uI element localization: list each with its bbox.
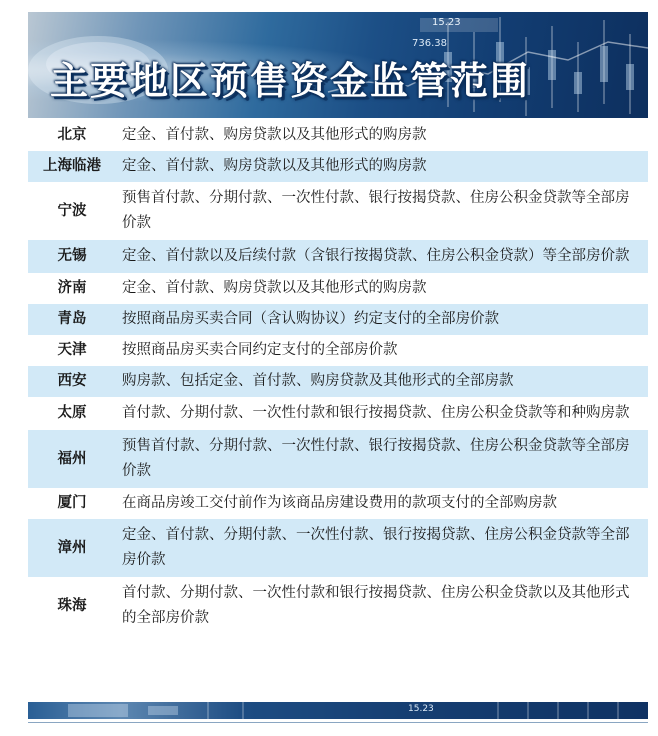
city-cell: 厦门 [28, 488, 116, 519]
city-cell: 福州 [28, 430, 116, 488]
table-row [28, 519, 648, 577]
city-cell: 珠海 [28, 577, 116, 635]
table-row [28, 366, 648, 397]
table-row [28, 304, 648, 335]
table-row [28, 240, 648, 273]
city-cell: 宁波 [28, 182, 116, 240]
city-cell: 上海临港 [28, 151, 116, 182]
table-row [28, 120, 648, 151]
city-cell: 北京 [28, 120, 116, 151]
scope-cell: 定金、首付款、购房贷款以及其他形式的购房款 [116, 151, 648, 182]
scope-cell: 首付款、分期付款、一次性付款和银行按揭贷款、住房公积金贷款以及其他形式的全部房价款 [116, 577, 648, 635]
city-cell: 青岛 [28, 304, 116, 335]
footer-banner-strip [28, 702, 648, 719]
scope-cell: 按照商品房买卖合同（含认购协议）约定支付的全部房价款 [116, 304, 648, 335]
city-cell: 西安 [28, 366, 116, 397]
stock-chart-strip-icon [28, 702, 648, 719]
table-row [28, 151, 648, 182]
table-row [28, 488, 648, 519]
table-row [28, 577, 648, 635]
table-row [28, 397, 648, 430]
scope-cell: 定金、首付款、购房贷款以及其他形式的购房款 [116, 273, 648, 304]
supervision-scope-table [28, 120, 648, 635]
ticker-price-top: 15.23 [432, 17, 461, 28]
city-cell: 济南 [28, 273, 116, 304]
table-row [28, 335, 648, 366]
scope-cell: 预售首付款、分期付款、一次性付款、银行按揭贷款、住房公积金贷款等全部房价款 [116, 182, 648, 240]
city-cell: 天津 [28, 335, 116, 366]
title-banner [28, 12, 648, 118]
scope-cell: 预售首付款、分期付款、一次性付款、银行按揭贷款、住房公积金贷款等全部房价款 [116, 430, 648, 488]
scope-cell: 定金、首付款、分期付款、一次性付款、银行按揭贷款、住房公积金贷款等全部房价款 [116, 519, 648, 577]
table-row [28, 430, 648, 488]
scope-cell: 定金、首付款、购房贷款以及其他形式的购房款 [116, 120, 648, 151]
scope-cell: 定金、首付款以及后续付款（含银行按揭贷款、住房公积金贷款）等全部房价款 [116, 240, 648, 273]
city-cell: 太原 [28, 397, 116, 430]
city-cell: 无锡 [28, 240, 116, 273]
table-row [28, 182, 648, 240]
scope-cell: 按照商品房买卖合同约定支付的全部房价款 [116, 335, 648, 366]
scope-cell: 购房款、包括定金、首付款、购房贷款及其他形式的全部房款 [116, 366, 648, 397]
footer-divider [28, 722, 648, 723]
ticker-price-bottom: 15.23 [408, 704, 434, 714]
page-title: 主要地区预售资金监管范围 [50, 59, 531, 103]
scope-cell: 在商品房竣工交付前作为该商品房建设费用的款项支付的全部购房款 [116, 488, 648, 519]
table-row [28, 273, 648, 304]
ticker-price-mid: 736.38 [412, 38, 447, 49]
scope-cell: 首付款、分期付款、一次性付款和银行按揭贷款、住房公积金贷款等和种购房款 [116, 397, 648, 430]
city-cell: 漳州 [28, 519, 116, 577]
